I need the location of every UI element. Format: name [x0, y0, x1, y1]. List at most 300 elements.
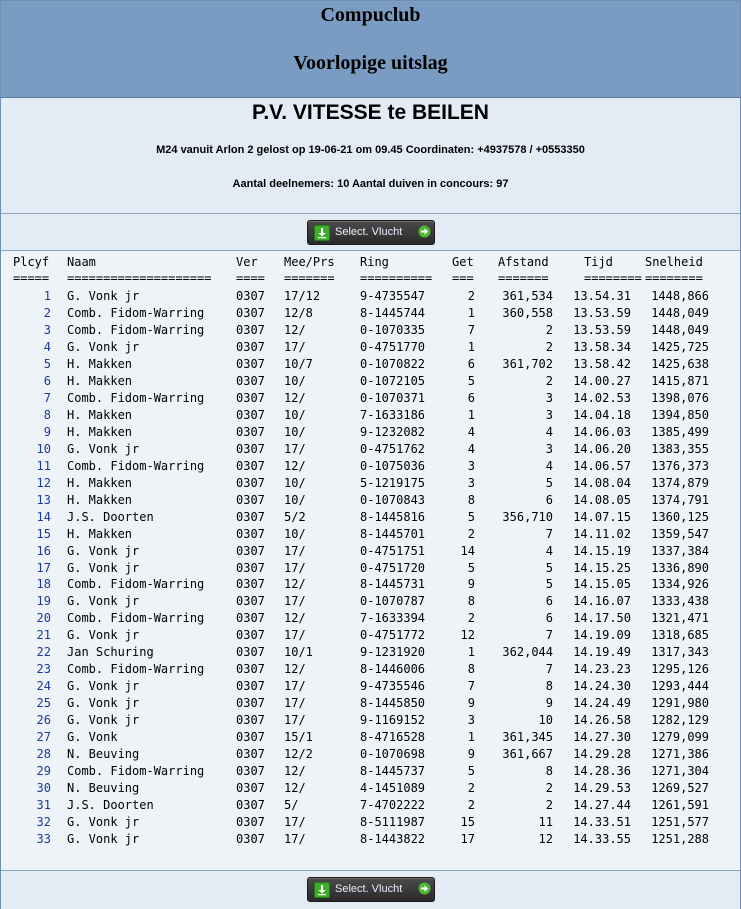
cell-get: 4: [467, 441, 475, 456]
placing-link[interactable]: 24: [36, 679, 51, 694]
cell-meeprs: 17/: [284, 815, 306, 830]
cell-naam: G. Vonk: [67, 730, 118, 745]
cell-ring: 0-1070371: [360, 390, 426, 405]
cell-plcyf: [5, 797, 51, 814]
cell-tijd: 14.04.18: [573, 407, 631, 422]
cell-ring: 0-1070335: [360, 322, 426, 337]
cell-meeprs: 12/: [284, 662, 306, 677]
cell-ring: 9-4735547: [360, 289, 426, 303]
cell-ring: 7-1633394: [360, 611, 426, 626]
cell-tijd: 14.11.02: [573, 526, 631, 541]
arrow-right-icon: [418, 882, 431, 895]
col-header-meeprs: Mee/Prs: [284, 255, 335, 269]
cell-plcyf: [5, 356, 51, 373]
cell-ring: 8-1445701: [360, 526, 426, 541]
page-subtitle: Voorlopige uitslag: [293, 52, 448, 74]
cell-get: 9: [467, 577, 475, 592]
cell-plcyf: [5, 780, 51, 797]
cell-snelheid: 1376,373: [651, 458, 709, 473]
cell-get: 1: [467, 339, 475, 354]
placing-link[interactable]: 11: [36, 458, 51, 473]
cell-get: 3: [467, 713, 475, 728]
cell-snelheid: 1448,049: [651, 305, 709, 320]
cell-snelheid: 1360,125: [651, 509, 709, 524]
cell-ver: 0307: [236, 628, 265, 643]
cell-plcyf: [5, 492, 51, 509]
cell-afstand: 7: [545, 526, 553, 541]
cell-snelheid: 1336,890: [651, 560, 709, 575]
cell-get: 2: [467, 781, 475, 796]
cell-naam: H. Makken: [67, 475, 133, 490]
separator-naam: ====================: [67, 271, 212, 285]
cell-naam: Comb. Fidom-Warring: [67, 577, 205, 592]
arrow-right-icon: [418, 225, 431, 238]
cell-afstand: 11: [538, 815, 553, 830]
cell-naam: H. Makken: [67, 356, 133, 371]
cell-afstand: 8: [545, 679, 553, 694]
cell-ring: 8-1446006: [360, 662, 426, 677]
placing-link[interactable]: 13: [36, 492, 51, 507]
placing-link[interactable]: 30: [36, 781, 51, 796]
placing-link[interactable]: 2: [43, 305, 51, 320]
placing-link[interactable]: 9: [43, 424, 51, 439]
cell-snelheid: 1282,129: [651, 713, 709, 728]
cell-afstand: 6: [545, 594, 553, 609]
cell-naam: Jan Schuring: [67, 645, 154, 660]
cell-tijd: 14.06.57: [573, 458, 631, 473]
cell-ver: 0307: [236, 305, 265, 320]
cell-naam: Comb. Fidom-Warring: [67, 390, 205, 405]
cell-tijd: 14.15.05: [573, 577, 631, 592]
col-header-naam: Naam: [67, 255, 96, 269]
cell-naam: Comb. Fidom-Warring: [67, 458, 205, 473]
placing-link[interactable]: 19: [36, 594, 51, 609]
cell-get: 8: [467, 492, 475, 507]
cell-ver: 0307: [236, 679, 265, 694]
placing-link[interactable]: 33: [36, 832, 51, 847]
cell-get: 3: [467, 475, 475, 490]
cell-ring: 0-1070787: [360, 594, 426, 609]
placing-link[interactable]: 6: [43, 373, 51, 388]
cell-ring: 0-4751751: [360, 543, 426, 558]
cell-naam: G. Vonk jr: [67, 560, 140, 575]
placing-link[interactable]: 12: [36, 475, 51, 490]
cell-meeprs: 10/: [284, 492, 306, 507]
separator-plcyf: =====: [13, 271, 50, 285]
cell-naam: J.S. Doorten: [67, 509, 154, 524]
col-header-get: Get: [452, 255, 474, 269]
cell-meeprs: 17/: [284, 628, 306, 643]
cell-ver: 0307: [236, 373, 265, 388]
cell-snelheid: 1251,288: [651, 832, 709, 847]
cell-snelheid: 1425,725: [651, 339, 709, 354]
cell-meeprs: 10/: [284, 424, 306, 439]
cell-plcyf: [5, 424, 51, 441]
cell-tijd: 14.28.36: [573, 764, 631, 779]
separator-meeprs: =======: [284, 271, 335, 285]
cell-tijd: 13.58.34: [573, 339, 631, 354]
placing-link[interactable]: 8: [43, 407, 51, 422]
cell-afstand: 2: [545, 373, 553, 388]
cell-afstand: 362,044: [502, 645, 553, 660]
cell-tijd: 14.33.55: [573, 832, 631, 847]
cell-afstand: 6: [545, 492, 553, 507]
cell-ver: 0307: [236, 509, 265, 524]
placing-link[interactable]: 23: [36, 662, 51, 677]
cell-meeprs: 17/: [284, 339, 306, 354]
cell-naam: Comb. Fidom-Warring: [67, 305, 205, 320]
cell-meeprs: 17/: [284, 441, 306, 456]
separator-ver: ====: [236, 271, 265, 285]
cell-get: 6: [467, 356, 475, 371]
cell-get: 12: [460, 628, 475, 643]
club-name: Compuclub: [320, 4, 421, 26]
placing-link[interactable]: 26: [36, 713, 51, 728]
cell-snelheid: 1448,049: [651, 322, 709, 337]
cell-ver: 0307: [236, 390, 265, 405]
select-flight-button-bottom[interactable]: [307, 877, 435, 902]
cell-afstand: 2: [545, 322, 553, 337]
cell-ring: 0-1070843: [360, 492, 426, 507]
cell-ring: 0-1075036: [360, 458, 426, 473]
cell-naam: G. Vonk jr: [67, 594, 140, 609]
cell-meeprs: 10/: [284, 475, 306, 490]
cell-naam: G. Vonk jr: [67, 289, 140, 303]
cell-ring: 8-1445850: [360, 696, 426, 711]
cell-tijd: 13.53.59: [573, 322, 631, 337]
cell-ver: 0307: [236, 475, 265, 490]
placing-link[interactable]: 17: [36, 560, 51, 575]
cell-ring: 5-1219175: [360, 475, 426, 490]
cell-meeprs: 12/: [284, 322, 306, 337]
cell-ver: 0307: [236, 424, 265, 439]
placing-link[interactable]: 10: [36, 441, 51, 456]
cell-plcyf: [5, 441, 51, 458]
cell-ver: 0307: [236, 577, 265, 592]
cell-plcyf: [5, 678, 51, 695]
cell-plcyf: [5, 763, 51, 780]
cell-ring: 9-1232082: [360, 424, 426, 439]
cell-meeprs: 17/: [284, 696, 306, 711]
cell-ring: 8-1445731: [360, 577, 426, 592]
download-icon: [314, 882, 330, 898]
cell-naam: H. Makken: [67, 407, 133, 422]
cell-snelheid: 1271,386: [651, 747, 709, 762]
cell-snelheid: 1333,438: [651, 594, 709, 609]
cell-meeprs: 17/: [284, 679, 306, 694]
cell-snelheid: 1317,343: [651, 645, 709, 660]
cell-snelheid: 1415,871: [651, 373, 709, 388]
cell-naam: G. Vonk jr: [67, 543, 140, 558]
cell-tijd: 14.00.27: [573, 373, 631, 388]
cell-ver: 0307: [236, 798, 265, 813]
cell-get: 5: [467, 373, 475, 388]
cell-plcyf: [5, 712, 51, 729]
cell-meeprs: 12/: [284, 764, 306, 779]
results-table: [1, 251, 740, 869]
cell-snelheid: 1293,444: [651, 679, 709, 694]
cell-plcyf: [5, 526, 51, 543]
cell-ver: 0307: [236, 713, 265, 728]
cell-ring: 0-1070698: [360, 747, 426, 762]
cell-meeprs: 5/: [284, 798, 299, 813]
cell-afstand: 361,534: [502, 289, 553, 303]
cell-get: 1: [467, 407, 475, 422]
cell-meeprs: 10/: [284, 526, 306, 541]
cell-plcyf: [5, 814, 51, 831]
cell-plcyf: [5, 560, 51, 577]
cell-ver: 0307: [236, 662, 265, 677]
cell-get: 4: [467, 424, 475, 439]
cell-meeprs: 17/: [284, 713, 306, 728]
placing-link[interactable]: 27: [36, 730, 51, 745]
cell-plcyf: [5, 610, 51, 627]
cell-ver: 0307: [236, 696, 265, 711]
cell-get: 1: [467, 730, 475, 745]
cell-get: 15: [460, 815, 475, 830]
cell-naam: H. Makken: [67, 424, 133, 439]
cell-tijd: 13.53.59: [573, 305, 631, 320]
bottom-button-bar: [1, 870, 740, 909]
cell-afstand: 6: [545, 611, 553, 626]
cell-get: 2: [467, 611, 475, 626]
cell-ver: 0307: [236, 611, 265, 626]
placing-link[interactable]: 29: [36, 764, 51, 779]
cell-afstand: 5: [545, 577, 553, 592]
cell-afstand: 3: [545, 407, 553, 422]
placing-link[interactable]: 4: [43, 339, 51, 354]
cell-snelheid: 1318,685: [651, 628, 709, 643]
cell-afstand: 9: [545, 696, 553, 711]
cell-afstand: 4: [545, 458, 553, 473]
cell-snelheid: 1374,879: [651, 475, 709, 490]
cell-meeprs: 5/2: [284, 509, 306, 524]
cell-ver: 0307: [236, 441, 265, 456]
cell-meeprs: 10/1: [284, 645, 313, 660]
cell-plcyf: [5, 390, 51, 407]
cell-tijd: 14.15.19: [573, 543, 631, 558]
cell-tijd: 14.24.30: [573, 679, 631, 694]
cell-ring: 4-1451089: [360, 781, 426, 796]
cell-snelheid: 1334,926: [651, 577, 709, 592]
placing-link[interactable]: 20: [36, 611, 51, 626]
cell-plcyf: [5, 644, 51, 661]
cell-tijd: 14.23.23: [573, 662, 631, 677]
cell-tijd: 14.08.04: [573, 475, 631, 490]
placing-link[interactable]: 5: [43, 356, 51, 371]
cell-tijd: 14.08.05: [573, 492, 631, 507]
cell-get: 9: [467, 696, 475, 711]
cell-naam: N. Beuving: [67, 781, 140, 796]
cell-plcyf: [5, 831, 51, 848]
placing-link[interactable]: 14: [36, 509, 51, 524]
cell-ver: 0307: [236, 747, 265, 762]
cell-afstand: 2: [545, 781, 553, 796]
placing-link[interactable]: 18: [36, 577, 51, 592]
cell-get: 3: [467, 458, 475, 473]
cell-afstand: 12: [538, 832, 553, 847]
cell-afstand: 361,702: [502, 356, 553, 371]
cell-naam: Comb. Fidom-Warring: [67, 611, 205, 626]
cell-ring: 7-1633186: [360, 407, 426, 422]
cell-snelheid: 1261,591: [651, 798, 709, 813]
cell-naam: H. Makken: [67, 526, 133, 541]
cell-meeprs: 12/: [284, 781, 306, 796]
cell-tijd: 14.29.28: [573, 747, 631, 762]
cell-ver: 0307: [236, 322, 265, 337]
cell-plcyf: [5, 475, 51, 492]
col-header-ring: Ring: [360, 255, 389, 269]
cell-ring: 0-1072105: [360, 373, 426, 388]
cell-plcyf: [5, 729, 51, 746]
cell-ver: 0307: [236, 543, 265, 558]
cell-get: 1: [467, 645, 475, 660]
cell-get: 8: [467, 594, 475, 609]
cell-ring: 0-4751772: [360, 628, 426, 643]
cell-naam: G. Vonk jr: [67, 628, 140, 643]
cell-snelheid: 1385,499: [651, 424, 709, 439]
select-flight-button[interactable]: [307, 220, 435, 245]
cell-afstand: 361,345: [502, 730, 553, 745]
cell-snelheid: 1295,126: [651, 662, 709, 677]
cell-afstand: 3: [545, 441, 553, 456]
cell-meeprs: 12/: [284, 611, 306, 626]
cell-plcyf: [5, 661, 51, 678]
cell-afstand: 8: [545, 764, 553, 779]
cell-snelheid: 1383,355: [651, 441, 709, 456]
placing-link[interactable]: 21: [36, 628, 51, 643]
cell-naam: G. Vonk jr: [67, 815, 140, 830]
cell-plcyf: [5, 322, 51, 339]
cell-get: 5: [467, 560, 475, 575]
cell-ring: 8-1445737: [360, 764, 426, 779]
col-header-ver: Ver: [236, 255, 258, 269]
download-icon: [314, 225, 330, 241]
cell-snelheid: 1448,866: [651, 289, 709, 303]
select-flight-label: Select. Vlucht: [335, 226, 403, 238]
cell-naam: G. Vonk jr: [67, 339, 140, 354]
cell-afstand: 5: [545, 560, 553, 575]
cell-afstand: 7: [545, 662, 553, 677]
cell-tijd: 14.29.53: [573, 781, 631, 796]
cell-tijd: 14.24.49: [573, 696, 631, 711]
cell-get: 7: [467, 322, 475, 337]
placing-link[interactable]: 7: [43, 390, 51, 405]
cell-tijd: 13.54.31: [573, 289, 631, 303]
cell-snelheid: 1359,547: [651, 526, 709, 541]
placing-link[interactable]: 32: [36, 815, 51, 830]
cell-meeprs: 12/8: [284, 305, 313, 320]
cell-meeprs: 12/: [284, 458, 306, 473]
placing-link[interactable]: 1: [43, 289, 51, 303]
cell-naam: G. Vonk jr: [67, 713, 140, 728]
placing-link[interactable]: 16: [36, 543, 51, 558]
cell-snelheid: 1291,980: [651, 696, 709, 711]
cell-tijd: 14.06.20: [573, 441, 631, 456]
race-info: [1, 98, 740, 214]
cell-tijd: 14.15.25: [573, 560, 631, 575]
cell-ver: 0307: [236, 407, 265, 422]
cell-tijd: 14.27.30: [573, 730, 631, 745]
cell-ring: 0-4751762: [360, 441, 426, 456]
cell-meeprs: 17/12: [284, 289, 321, 303]
cell-snelheid: 1321,471: [651, 611, 709, 626]
cell-ver: 0307: [236, 594, 265, 609]
cell-ring: 8-1445816: [360, 509, 426, 524]
cell-tijd: 14.27.44: [573, 798, 631, 813]
cell-get: 1: [467, 305, 475, 320]
cell-afstand: 2: [545, 798, 553, 813]
table-header-row: [1, 254, 703, 271]
cell-get: 2: [467, 526, 475, 541]
cell-get: 5: [467, 764, 475, 779]
cell-plcyf: [5, 543, 51, 560]
col-header-afstand: Afstand: [498, 255, 549, 269]
separator-snelheid: ========: [645, 271, 703, 285]
cell-meeprs: 17/: [284, 832, 306, 847]
cell-ver: 0307: [236, 832, 265, 847]
cell-snelheid: 1398,076: [651, 390, 709, 405]
cell-meeprs: 12/: [284, 577, 306, 592]
cell-naam: H. Makken: [67, 373, 133, 388]
cell-naam: G. Vonk jr: [67, 679, 140, 694]
cell-snelheid: 1425,638: [651, 356, 709, 371]
cell-tijd: 14.33.51: [573, 815, 631, 830]
cell-ver: 0307: [236, 730, 265, 745]
cell-afstand: 361,667: [502, 747, 553, 762]
cell-get: 7: [467, 679, 475, 694]
cell-naam: H. Makken: [67, 492, 133, 507]
cell-ver: 0307: [236, 560, 265, 575]
placing-link[interactable]: 25: [36, 696, 51, 711]
cell-snelheid: 1251,577: [651, 815, 709, 830]
cell-naam: G. Vonk jr: [67, 696, 140, 711]
cell-get: 14: [460, 543, 475, 558]
cell-get: 17: [460, 832, 475, 847]
cell-afstand: 2: [545, 339, 553, 354]
cell-plcyf: [5, 746, 51, 763]
cell-get: 6: [467, 390, 475, 405]
col-header-tijd: Tijd: [584, 255, 613, 269]
separator-tijd: ========: [584, 271, 642, 285]
cell-snelheid: 1374,791: [651, 492, 709, 507]
placing-link[interactable]: 28: [36, 747, 51, 762]
separator-get: ===: [452, 271, 474, 285]
cell-naam: Comb. Fidom-Warring: [67, 322, 205, 337]
cell-afstand: 360,558: [502, 305, 553, 320]
cell-afstand: 5: [545, 475, 553, 490]
cell-plcyf: [5, 627, 51, 644]
table-separator-row: [1, 270, 703, 287]
cell-meeprs: 12/: [284, 390, 306, 405]
cell-tijd: 14.07.15: [573, 509, 631, 524]
cell-plcyf: [5, 458, 51, 475]
cell-meeprs: 10/: [284, 373, 306, 388]
cell-tijd: 14.19.49: [573, 645, 631, 660]
cell-plcyf: [5, 373, 51, 390]
placing-link[interactable]: 31: [36, 798, 51, 813]
placing-link[interactable]: 15: [36, 526, 51, 541]
page-header: [1, 1, 740, 98]
cell-snelheid: 1269,527: [651, 781, 709, 796]
separator-ring: ==========: [360, 271, 433, 285]
cell-tijd: 14.02.53: [573, 390, 631, 405]
cell-ring: 7-4702222: [360, 798, 426, 813]
cell-meeprs: 17/: [284, 594, 306, 609]
placing-link[interactable]: 3: [43, 322, 51, 337]
cell-afstand: 4: [545, 543, 553, 558]
placing-link[interactable]: 22: [36, 645, 51, 660]
